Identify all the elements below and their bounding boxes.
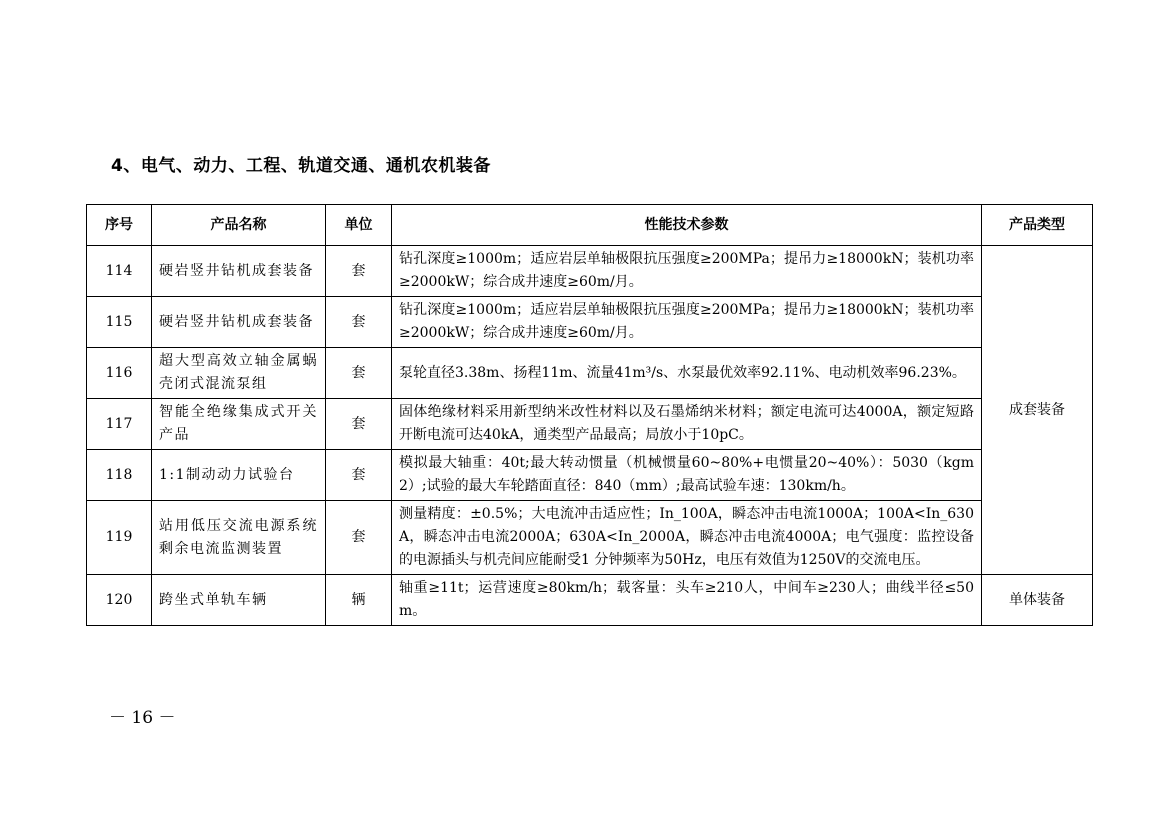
- table-row: [87, 348, 1093, 399]
- row-params: 钻孔深度≥1000m；适应岩层单轴极限抗压强度≥200MPa；提吊力≥18000kN；装机功率≥2000kW；综合成井速度≥60m/月。: [392, 297, 982, 348]
- page-number: － 16 －: [109, 708, 176, 728]
- row-no: 117: [87, 399, 152, 450]
- row-params: 固体绝缘材料采用新型纳米改性材料以及石墨烯纳米材料；额定电流可达4000A，额定短路开断电流可达40kA，通类型产品最高；局放小于10pC。: [392, 399, 982, 450]
- product-spec-table: [86, 204, 1093, 626]
- header-params: 性能技术参数: [392, 205, 982, 246]
- row-type-single: 单体装备: [982, 575, 1093, 626]
- row-no: 114: [87, 246, 152, 297]
- header-no: 序号: [87, 205, 152, 246]
- table-row: [87, 297, 1093, 348]
- row-name: 超大型高效立轴金属蜗壳闭式混流泵组: [152, 348, 326, 399]
- table-row: [87, 450, 1093, 501]
- row-name: 跨坐式单轨车辆: [152, 575, 326, 626]
- row-no: 116: [87, 348, 152, 399]
- row-unit: 套: [326, 399, 392, 450]
- row-params: 测量精度：±0.5%；大电流冲击适应性；In_100A，瞬态冲击电流1000A；100A<In_630A，瞬态冲击电流2000A；630A<In_2000A，瞬态冲击电流4000A；电气强度：监控设备的电源插头与机壳间应能耐受1 分钟频率为50Hz，电压有效值为1250V的交流电压。: [392, 501, 982, 575]
- row-unit: 套: [326, 348, 392, 399]
- row-unit: 套: [326, 450, 392, 501]
- row-unit: 套: [326, 297, 392, 348]
- row-unit: 套: [326, 246, 392, 297]
- row-name: 硬岩竖井钻机成套装备: [152, 297, 326, 348]
- row-type-set: 成套装备: [982, 246, 1093, 575]
- table-header-row: [87, 205, 1093, 246]
- row-params: 轴重≥11t；运营速度≥80km/h；载客量：头车≥210人，中间车≥230人；曲线半径≤50m。: [392, 575, 982, 626]
- row-no: 120: [87, 575, 152, 626]
- row-no: 118: [87, 450, 152, 501]
- section-title: 4、电气、动力、工程、轨道交通、通机农机装备: [111, 156, 491, 176]
- row-unit: 辆: [326, 575, 392, 626]
- row-no: 115: [87, 297, 152, 348]
- table-row: [87, 399, 1093, 450]
- header-type: 产品类型: [982, 205, 1093, 246]
- table-row: [87, 575, 1093, 626]
- table-row: [87, 246, 1093, 297]
- row-unit: 套: [326, 501, 392, 575]
- row-name: 硬岩竖井钻机成套装备: [152, 246, 326, 297]
- header-name: 产品名称: [152, 205, 326, 246]
- row-params: 泵轮直径3.38m、扬程11m、流量41m³/s、水泵最优效率92.11%、电动机效率96.23%。: [392, 348, 982, 399]
- row-name: 1:1制动动力试验台: [152, 450, 326, 501]
- header-unit: 单位: [326, 205, 392, 246]
- table-row: [87, 501, 1093, 575]
- row-name: 站用低压交流电源系统剩余电流监测装置: [152, 501, 326, 575]
- row-name: 智能全绝缘集成式开关产品: [152, 399, 326, 450]
- row-params: 钻孔深度≥1000m；适应岩层单轴极限抗压强度≥200MPa；提吊力≥18000kN；装机功率≥2000kW；综合成井速度≥60m/月。: [392, 246, 982, 297]
- row-no: 119: [87, 501, 152, 575]
- row-params: 模拟最大轴重：40t;最大转动惯量（机械惯量60~80%+电惯量20~40%）：5030（kgm2）;试验的最大车轮踏面直径：840（mm）;最高试验车速：130km/h。: [392, 450, 982, 501]
